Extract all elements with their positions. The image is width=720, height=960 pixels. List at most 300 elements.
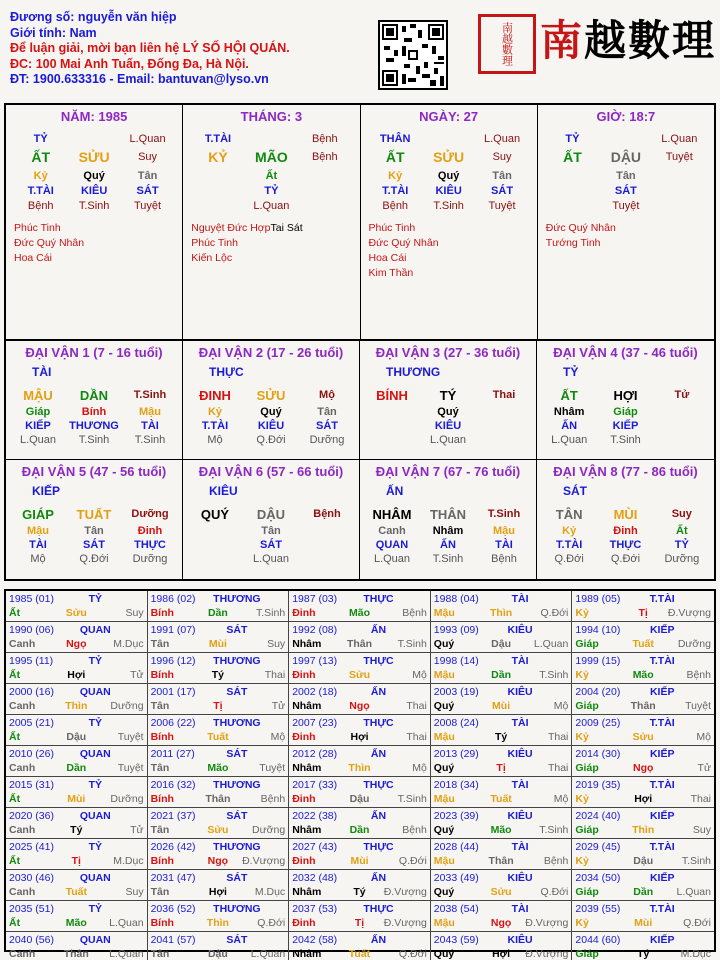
dai-van-hidden-r2: [541, 419, 710, 433]
year-state: Thai: [547, 731, 569, 743]
pillar-cell: L.Quan: [253, 199, 290, 212]
year-line2: [575, 885, 711, 899]
year-star: KIÊU: [507, 810, 533, 822]
pillar-2: [361, 105, 538, 339]
year-can: Ất: [9, 855, 21, 867]
year-cell: [289, 684, 431, 715]
dai-van-canchi-row: [541, 504, 710, 524]
year-cell: [289, 777, 431, 808]
year-label: 2034 (50): [575, 872, 621, 884]
dai-van-star: TỶ: [563, 365, 579, 379]
year-can: Đinh: [292, 793, 316, 805]
year-label: 2017 (33): [292, 779, 338, 791]
year-label: 2020 (36): [9, 810, 54, 822]
year-chi: Thân: [346, 638, 373, 650]
year-star: TỶ: [88, 593, 102, 605]
year-state: Bệnh: [402, 607, 427, 619]
year-chi: Ngọ: [66, 638, 87, 650]
year-label: 2025 (41): [9, 841, 54, 853]
pillar-stars: [369, 221, 529, 281]
year-cell: [431, 653, 573, 684]
dai-van-4: [537, 341, 714, 460]
dai-van-cell: Kỷ: [207, 406, 223, 418]
pillar-cell: T.Sinh: [433, 199, 464, 212]
year-can: Canh: [9, 886, 36, 898]
dai-van-can: ĐINH: [199, 387, 231, 403]
year-cell: [6, 808, 148, 839]
year-line1: [9, 871, 144, 885]
year-chi: Thân: [488, 855, 514, 867]
year-chi: Ngọ: [207, 855, 229, 867]
star-item: Hoa Cái: [14, 252, 52, 264]
dai-van-cell: Ất: [676, 525, 688, 537]
year-state: Q.Đới: [540, 607, 569, 619]
dai-van-cell: QUAN: [375, 539, 409, 551]
dai-van-canchi-row: [10, 385, 178, 405]
dai-van-cell: Dưỡng: [309, 434, 345, 446]
year-can: Quý: [433, 638, 455, 650]
dai-van-canchi-row: [187, 385, 355, 405]
year-line2: [292, 885, 427, 899]
year-line1: [151, 871, 286, 885]
year-label: 2008 (24): [433, 717, 479, 729]
year-cell: [6, 870, 148, 901]
year-chi: Sửu: [348, 669, 371, 681]
dai-van-cell: Nhâm: [432, 525, 464, 537]
pillar-chi: SỬU: [433, 149, 465, 165]
year-state: Thai: [406, 731, 427, 743]
year-star: TÀI: [511, 655, 529, 667]
year-cell: [148, 653, 290, 684]
year-label: 2006 (22): [150, 717, 196, 729]
year-can: Tân: [150, 824, 170, 836]
dai-van-cell: ẤN: [440, 539, 456, 551]
dai-van-title: ĐẠI VẬN 8 (77 - 86 tuổi): [553, 464, 698, 479]
pillar-1: [183, 105, 360, 339]
year-label: 2024 (40): [575, 810, 621, 822]
year-state: T.Sinh: [539, 669, 569, 681]
year-star: THỰC: [363, 717, 394, 729]
dai-van-state: T.Sinh: [487, 508, 521, 520]
year-cell: [572, 870, 714, 901]
year-cell: [431, 901, 573, 932]
year-chi: Mão: [490, 824, 512, 836]
phone-email: ĐT: 1900.633316 - Email: bantuvan@lyso.vn: [10, 72, 269, 86]
year-line1: [292, 716, 427, 730]
year-cell: [6, 839, 148, 870]
year-cell: [431, 746, 573, 777]
pillar-star-b: L.Quan: [661, 132, 698, 145]
dai-van-cell: ẤN: [561, 420, 578, 432]
year-state: Q.Đới: [540, 886, 569, 898]
year-chi: Thân: [63, 948, 89, 960]
pillar-top-row: [14, 131, 174, 146]
pillar-hidden-r1: [546, 168, 706, 183]
year-label: 2030 (46): [9, 872, 54, 884]
year-state: Suy: [125, 886, 144, 898]
star-item-row: [191, 221, 351, 236]
year-cell: [6, 622, 148, 653]
pillar-hidden-r2: [369, 183, 529, 198]
year-line2: [151, 730, 286, 744]
year-state: Suy: [692, 824, 711, 836]
year-state: M.Dục: [680, 948, 711, 960]
dai-van-hidden-r3: [10, 433, 178, 447]
dai-van-hidden-r1: [364, 524, 532, 538]
year-label: 2001 (17): [150, 686, 196, 698]
year-line1: [434, 840, 569, 854]
year-cell: [148, 932, 290, 960]
dai-van-chi: DẬU: [256, 506, 286, 522]
year-state: Dưỡng: [251, 824, 286, 836]
year-star: T.TÀI: [649, 717, 675, 729]
year-line2: [151, 792, 286, 806]
year-line2: [575, 854, 711, 868]
year-label: 2012 (28): [292, 748, 338, 760]
year-cell: [572, 715, 714, 746]
year-can: Ất: [9, 731, 21, 743]
year-star: TỶ: [88, 779, 102, 791]
dai-van-cell: T.Sinh: [432, 553, 464, 565]
year-chi: Tý: [494, 731, 508, 743]
star-item: Đức Quý Nhân: [14, 237, 85, 249]
year-can: Kỷ: [575, 917, 589, 929]
year-line1: [151, 809, 286, 823]
year-line1: [151, 747, 286, 761]
year-star: THỰC: [363, 903, 394, 915]
year-can: Bính: [150, 855, 174, 867]
year-line2: [151, 699, 286, 713]
year-line1: [9, 902, 144, 916]
star-item: Đức Quý Nhân: [545, 222, 616, 234]
pillar-hidden-r2: [191, 183, 351, 198]
year-can: Giáp: [575, 948, 599, 960]
dai-van-hidden-r2: [364, 538, 532, 552]
pillar-cell: Quý: [437, 169, 460, 182]
year-star: TÀI: [511, 903, 529, 915]
year-cell: [289, 932, 431, 960]
dai-van-cell: TÀI: [29, 539, 47, 551]
dai-van-cell: T.TÀI: [201, 420, 229, 432]
year-can: Quý: [433, 824, 455, 836]
year-chi: Tý: [211, 669, 225, 681]
star-item: Đức Quý Nhân: [368, 237, 439, 249]
year-line2: [292, 668, 427, 682]
year-can: Nhâm: [292, 824, 322, 836]
dai-van-can: TÂN: [555, 506, 583, 522]
year-star: SÁT: [226, 810, 248, 822]
year-star: T.TÀI: [649, 779, 675, 791]
dai-van-state: Bệnh: [313, 508, 341, 520]
dai-van-hidden-r3: [10, 552, 178, 566]
year-star: ẤN: [370, 934, 387, 946]
year-can: Kỷ: [575, 607, 589, 619]
year-line2: [151, 854, 286, 868]
year-chi: Tị: [496, 762, 506, 774]
year-line2: [575, 947, 711, 960]
dai-van-can: NHÂM: [372, 506, 412, 522]
year-state: L.Quan: [250, 948, 286, 960]
dai-van-cell: Q.Đới: [79, 553, 109, 565]
year-line1: [9, 592, 144, 606]
dai-van-cell: Bệnh: [491, 553, 517, 565]
year-label: 2042 (58): [292, 934, 338, 946]
dai-van-cell: Quý: [260, 406, 282, 418]
year-line2: [575, 699, 711, 713]
dai-van-cell: Tân: [84, 525, 104, 537]
year-label: 2029 (45): [575, 841, 621, 853]
year-chi: Tuất: [348, 948, 371, 960]
dai-van-chi: TÝ: [439, 387, 457, 403]
pillar-canchi-row: [369, 146, 529, 168]
year-chi: Tị: [638, 607, 648, 619]
year-table: [4, 589, 716, 960]
year-line1: [434, 933, 569, 947]
year-cell: [289, 808, 431, 839]
pillar-top-row: [191, 131, 351, 146]
year-line2: [9, 761, 144, 775]
year-cell: [148, 808, 290, 839]
year-cell: [6, 777, 148, 808]
year-chi: Dần: [491, 669, 511, 681]
year-chi: Hợi: [350, 731, 369, 743]
year-chi: Dậu: [633, 855, 654, 867]
year-label: 2027 (43): [292, 841, 338, 853]
year-star: ẤN: [370, 810, 387, 822]
year-label: 2015 (31): [9, 779, 54, 791]
year-chi: Thìn: [632, 824, 655, 836]
year-line1: [9, 716, 144, 730]
year-line1: [9, 747, 144, 761]
dai-van-canchi-row: [187, 504, 355, 524]
year-star: KIẾP: [649, 624, 675, 636]
year-can: Nhâm: [292, 948, 322, 960]
star-item: Kim Thần: [368, 267, 414, 279]
year-cell: [289, 746, 431, 777]
year-label: 1997 (13): [292, 655, 338, 667]
year-can: Giáp: [575, 824, 599, 836]
year-label: 2002 (18): [292, 686, 338, 698]
dai-van-hidden-r1: [541, 405, 710, 419]
year-line2: [575, 668, 711, 682]
qr-code-icon: [378, 20, 448, 90]
year-line2: [292, 916, 427, 930]
year-label: 2038 (54): [433, 903, 479, 915]
dai-van-title: ĐẠI VẬN 4 (37 - 46 tuổi): [553, 345, 698, 360]
dai-van-cell: Đinh: [613, 525, 638, 537]
year-state: Bệnh: [686, 669, 711, 681]
year-label: 1993 (09): [433, 624, 479, 636]
pillar-can: ẤT: [31, 149, 51, 165]
year-star: THƯƠNG: [213, 593, 261, 605]
year-can: Mậu: [433, 855, 455, 867]
dai-van-cell: Q.Đới: [554, 553, 584, 565]
year-state: M.Dục: [113, 855, 144, 867]
year-line2: [575, 792, 711, 806]
year-line1: [9, 685, 144, 699]
dai-van-title: ĐẠI VẬN 3 (27 - 36 tuổi): [375, 345, 521, 360]
year-cell: [431, 777, 573, 808]
year-cell: [431, 932, 573, 960]
year-state: Tuyệt: [117, 762, 144, 774]
contact-note: Để luận giải, mời bạn liên hệ LÝ SỐ HỘI QUÁN.: [10, 41, 290, 55]
year-can: Quý: [433, 762, 455, 774]
year-line2: [434, 916, 569, 930]
pillar-chi: DẬU: [610, 149, 642, 165]
star-item: Hoa Cái: [368, 252, 407, 264]
year-star: QUAN: [79, 810, 111, 822]
dai-van-cell: Giáp: [613, 406, 638, 418]
year-star: KIÊU: [507, 624, 533, 636]
year-state: Q.Đới: [398, 948, 427, 960]
year-can: Đinh: [292, 917, 316, 929]
dai-van-hidden-r2: [187, 419, 355, 433]
year-label: 2039 (55): [575, 903, 621, 915]
year-label: 1992 (08): [292, 624, 338, 636]
year-star: SÁT: [226, 748, 248, 760]
year-line2: [151, 823, 286, 837]
year-can: Mậu: [433, 917, 455, 929]
year-label: 2005 (21): [9, 717, 54, 729]
year-line2: [434, 761, 569, 775]
dai-van-hidden-r1: [10, 405, 178, 419]
year-state: Bệnh: [543, 855, 569, 867]
dai-van-star: KIÊU: [209, 484, 238, 498]
logo: [540, 8, 716, 68]
year-label: 2028 (44): [433, 841, 479, 853]
year-chi: Mão: [207, 762, 229, 774]
year-label: 2004 (20): [575, 686, 621, 698]
dai-van-state: Thai: [492, 389, 516, 401]
year-line2: [575, 730, 711, 744]
year-star: THỰC: [363, 779, 394, 791]
year-star: ẤN: [370, 872, 387, 884]
year-state: T.Sinh: [397, 638, 427, 650]
year-cell: [572, 746, 714, 777]
year-state: L.Quan: [109, 917, 144, 929]
year-line2: [434, 637, 569, 651]
year-star: KIẾP: [649, 872, 675, 884]
year-cell: [572, 839, 714, 870]
year-state: Mộ: [696, 731, 711, 743]
dai-van-cell: Q.Đới: [610, 553, 641, 565]
dai-van-can: BÍNH: [376, 387, 408, 403]
year-line2: [575, 761, 711, 775]
year-can: Đinh: [292, 731, 316, 743]
pillar-cell: Kỷ: [388, 169, 403, 182]
year-line1: [151, 685, 286, 699]
year-line2: [434, 885, 569, 899]
year-cell: [6, 684, 148, 715]
dai-van-hidden-r2: [541, 538, 710, 552]
year-chi: Hợi: [67, 669, 86, 681]
year-line1: [575, 840, 711, 854]
year-cell: [572, 684, 714, 715]
year-line1: [292, 871, 427, 885]
year-line1: [434, 685, 569, 699]
year-state: Đ.Vượng: [383, 886, 427, 898]
year-line2: [434, 730, 569, 744]
year-line1: [151, 778, 286, 792]
year-can: Kỷ: [575, 731, 589, 743]
year-line1: [575, 902, 711, 916]
year-cell: [148, 839, 290, 870]
year-label: 1994 (10): [575, 624, 621, 636]
year-chi: Thìn: [206, 917, 229, 929]
pillar-cell: T.Sinh: [78, 199, 110, 212]
dai-van-title: ĐẠI VẬN 2 (17 - 26 tuổi): [198, 345, 344, 360]
year-label: 2021 (37): [150, 810, 196, 822]
dai-van-hidden-r1: [10, 524, 178, 538]
pillar-cell: Tuyệt: [134, 199, 162, 212]
dai-van-cell: Mộ: [30, 553, 46, 565]
year-line1: [434, 654, 569, 668]
dai-van-state: Dưỡng: [131, 508, 169, 520]
pillar-star-a: TỶ: [33, 132, 48, 145]
year-cell: [431, 870, 573, 901]
pillar-canchi-row: [14, 146, 174, 168]
year-line2: [151, 916, 286, 930]
year-line1: [292, 747, 427, 761]
year-line2: [9, 916, 144, 930]
dai-van-cell: Dưỡng: [664, 553, 700, 565]
year-chi: Mão: [349, 607, 370, 619]
year-state: Tử: [130, 669, 144, 681]
year-label: 2010 (26): [9, 748, 54, 760]
year-chi: Mão: [65, 917, 87, 929]
logo-first-char: 南: [540, 16, 585, 65]
year-line1: [434, 809, 569, 823]
year-line1: [292, 623, 427, 637]
year-line1: [434, 871, 569, 885]
year-can: Mậu: [433, 731, 455, 743]
year-cell: [431, 684, 573, 715]
year-star: QUAN: [79, 872, 111, 884]
year-cell: [572, 808, 714, 839]
year-line1: [575, 654, 711, 668]
year-line2: [434, 699, 569, 713]
year-line2: [9, 947, 144, 960]
year-can: Bính: [150, 917, 174, 929]
year-line1: [575, 592, 711, 606]
year-line1: [151, 840, 286, 854]
pillar-cell: SÁT: [491, 184, 514, 197]
year-chi: Dậu: [491, 638, 511, 650]
gender: Giới tính: Nam: [10, 25, 97, 40]
year-chi: Dần: [633, 886, 654, 898]
year-can: Kỷ: [575, 669, 589, 681]
year-state: Dưỡng: [677, 638, 711, 650]
dai-van-cell: Mậu: [493, 525, 515, 537]
year-state: Tuyệt: [685, 700, 711, 712]
year-cell: [6, 715, 148, 746]
dai-van-cell: T.Sinh: [78, 434, 110, 446]
year-chi: Mùi: [208, 638, 227, 650]
dai-van-grid: [4, 341, 716, 581]
year-star: THỰC: [363, 841, 394, 853]
year-can: Quý: [433, 886, 455, 898]
pillar-hidden-r2: [546, 183, 706, 198]
year-line1: [434, 623, 569, 637]
dai-van-5: [6, 460, 183, 579]
dai-van-cell: SÁT: [260, 539, 282, 551]
year-can: Canh: [9, 638, 36, 650]
year-chi: Sửu: [490, 886, 512, 898]
year-cell: [572, 591, 714, 622]
dai-van-cell: Tân: [317, 406, 337, 418]
year-label: 2003 (19): [433, 686, 479, 698]
year-can: Canh: [9, 762, 36, 774]
